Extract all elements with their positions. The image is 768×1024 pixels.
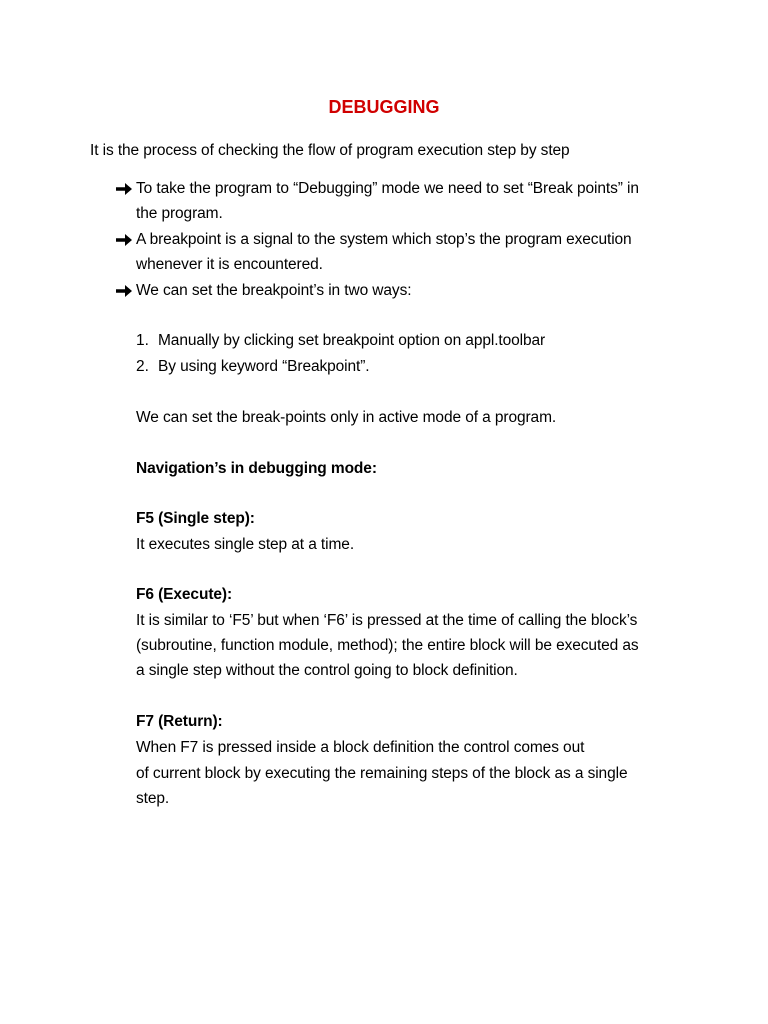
f6-description-line: It is similar to ‘F5’ but when ‘F6’ is pressed at the time of calling the block’s <box>136 612 638 629</box>
active-mode-note: We can set the break-points only in active mode of a program. <box>136 409 557 426</box>
bullet-text-line: the program. <box>136 205 223 222</box>
list-item-text: By using keyword “Breakpoint”. <box>158 358 370 375</box>
f5-heading: F5 (Single step): <box>136 510 255 527</box>
list-number: 1. <box>136 332 149 349</box>
intro-paragraph: It is the process of checking the flow of program execution step by step <box>90 142 570 159</box>
f5-description: It executes single step at a time. <box>136 536 355 553</box>
navigation-heading: Navigation’s in debugging mode: <box>136 460 377 477</box>
list-number: 2. <box>136 358 149 375</box>
f6-description-line: a single step without the control going to block definition. <box>136 662 518 679</box>
f7-description-line: of current block by executing the remaining steps of the block as a single <box>136 765 628 782</box>
f7-description-line: When F7 is pressed inside a block definition the control comes out <box>136 739 585 756</box>
f6-heading: F6 (Execute): <box>136 586 233 603</box>
f7-description-line: step. <box>136 790 170 807</box>
f7-heading: F7 (Return): <box>136 713 223 730</box>
list-item-text: Manually by clicking set breakpoint option on appl.toolbar <box>158 332 546 349</box>
bullet-text-line: We can set the breakpoint’s in two ways: <box>136 282 412 299</box>
bullet-text-line: A breakpoint is a signal to the system which stop’s the program execution <box>136 231 632 248</box>
f6-description-line: (subroutine, function module, method); the entire block will be executed as <box>136 637 639 654</box>
right-arrow-icon <box>115 281 133 301</box>
right-arrow-icon <box>115 230 133 250</box>
right-arrow-icon <box>115 179 133 199</box>
bullet-text-line: To take the program to “Debugging” mode we need to set “Break points” in <box>136 180 639 197</box>
bullet-text-line: whenever it is encountered. <box>136 256 323 273</box>
document-title: DEBUGGING <box>328 97 440 117</box>
